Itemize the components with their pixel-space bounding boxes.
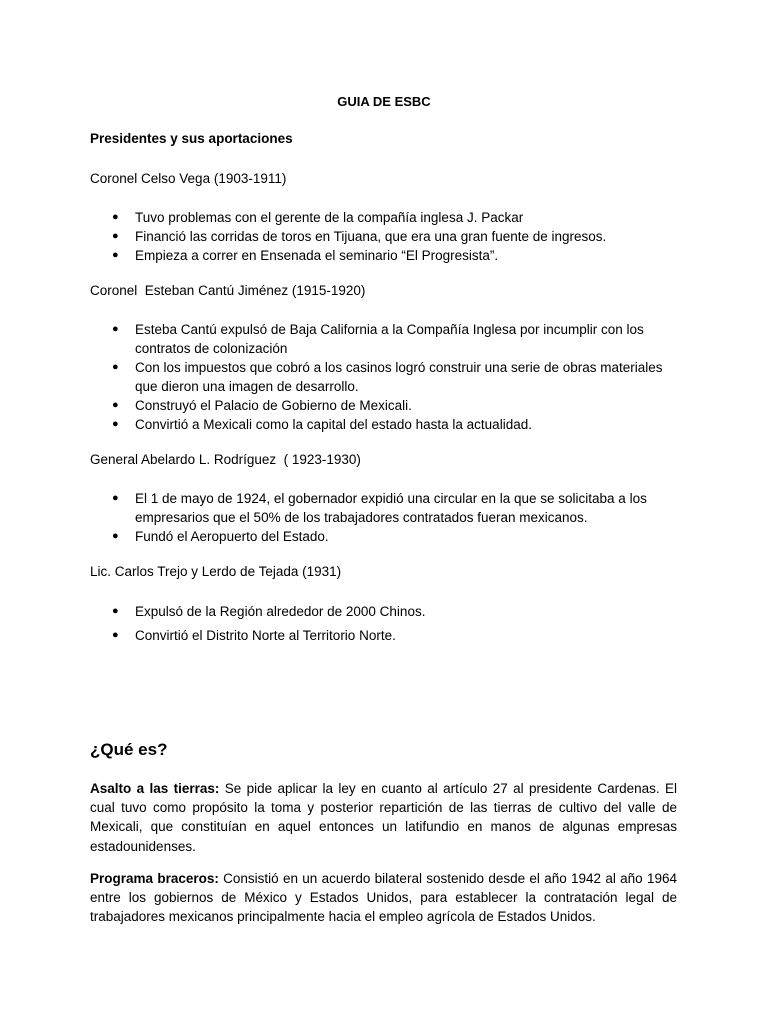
contributions-list — [0, 320, 768, 434]
bullet-icon: ● — [112, 230, 119, 242]
list-item-text: Fundó el Aeropuerto del Estado. — [135, 529, 329, 544]
list-item-text: Empieza a correr en Ensenada el seminario “El Progresista”. — [135, 248, 499, 263]
list-item-text: Expulsó de la Región alrededor de 2000 Chinos. — [135, 604, 426, 619]
definition-paragraph — [90, 779, 677, 856]
bullet-icon: ● — [112, 399, 119, 411]
list-item-text: El 1 de mayo de 1924, el gobernador expidió una circular en la que se solicitaba a los empresarios que el 50% de los trabajadores contratados fueran mexicanos. — [135, 491, 647, 525]
contributions-list — [0, 208, 768, 265]
definition-paragraph — [90, 869, 677, 927]
list-item — [0, 489, 768, 527]
list-item — [0, 358, 768, 396]
list-item-text: Convirtió a Mexicali como la capital del estado hasta la actualidad. — [135, 417, 532, 432]
list-item-text: Esteba Cantú expulsó de Baja California a la Compañía Inglesa por incumplir con los contratos de colonización — [135, 322, 644, 356]
bullet-icon: ● — [112, 323, 119, 335]
list-item — [0, 227, 768, 246]
bullet-icon: ● — [112, 361, 119, 373]
definition-term: Programa braceros: — [90, 871, 219, 886]
bullet-icon: ● — [112, 530, 119, 542]
list-item — [0, 320, 768, 358]
bullet-icon: ● — [112, 605, 119, 617]
list-item-text: Con los impuestos que cobró a los casinos logró construir una serie de obras materiales que dieron una imagen de desarrollo. — [135, 360, 663, 394]
list-item — [0, 208, 768, 227]
president-heading: Coronel Esteban Cantú Jiménez (1915-1920) — [90, 283, 366, 298]
bullet-icon: ● — [112, 249, 119, 261]
definition-text: Consistió en un acuerdo bilateral sostenido desde el año 1942 al año 1964 entre los gobiernos de México y Estados Unidos, para establecer la contratación legal de trabajadores mexicanos principalmente hacia el empleo agrícola de Estados Unidos. — [90, 871, 678, 925]
list-item — [0, 626, 768, 645]
list-item — [0, 246, 768, 265]
list-item — [0, 527, 768, 546]
section-heading: ¿Qué es? — [90, 740, 168, 759]
document-subtitle: Presidentes y sus aportaciones — [90, 131, 293, 146]
bullet-icon: ● — [112, 492, 119, 504]
president-heading: General Abelardo L. Rodríguez ( 1923-1930) — [90, 452, 361, 467]
bullet-icon: ● — [112, 629, 119, 641]
definition-text: Se pide aplicar la ley en cuanto al artículo 27 al presidente Cardenas. El cual tuvo como propósito la toma y posterior repartición de las tierras de cultivo del valle de Mexicali, que constituían en aquel entonces un latifundio en manos de algunas empresas estadounidenses. — [90, 781, 677, 854]
definition-term: Asalto a las tierras: — [90, 781, 220, 796]
list-item — [0, 415, 768, 434]
list-item-text: Convirtió el Distrito Norte al Territorio Norte. — [135, 628, 396, 643]
list-item-text: Tuvo problemas con el gerente de la compañía inglesa J. Packar — [135, 210, 524, 225]
list-item — [0, 602, 768, 621]
president-heading: Lic. Carlos Trejo y Lerdo de Tejada (1931) — [90, 564, 342, 579]
contributions-list — [0, 489, 768, 546]
list-item-text: Construyó el Palacio de Gobierno de Mexicali. — [135, 398, 412, 413]
contributions-list — [0, 602, 768, 645]
list-item-text: Financió las corridas de toros en Tijuana, que era una gran fuente de ingresos. — [135, 229, 607, 244]
bullet-icon: ● — [112, 211, 119, 223]
document-title: GUIA DE ESBC — [337, 94, 431, 109]
president-heading: Coronel Celso Vega (1903-1911) — [90, 171, 287, 186]
list-item — [0, 396, 768, 415]
bullet-icon: ● — [112, 418, 119, 430]
